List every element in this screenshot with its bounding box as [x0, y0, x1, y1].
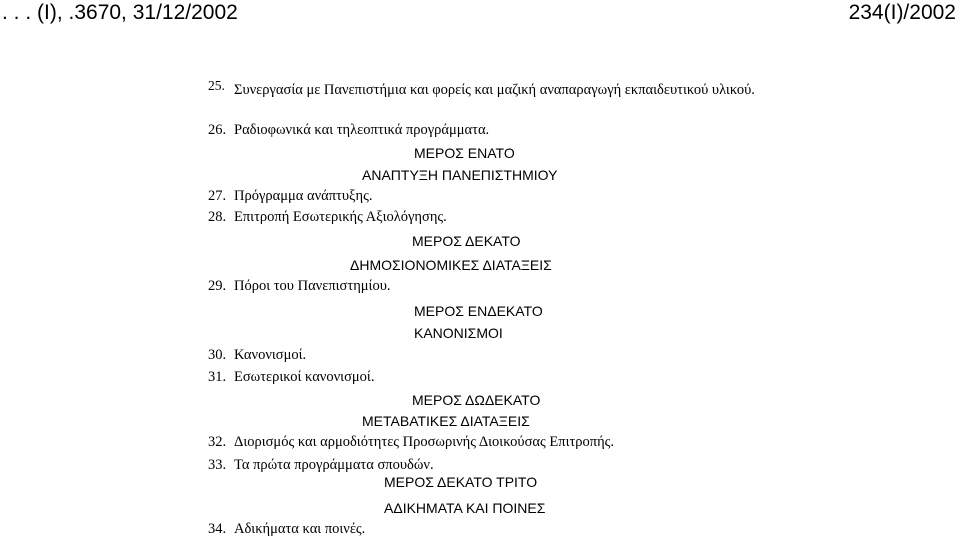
section-number: 31.	[208, 369, 227, 385]
section-item-25	[208, 77, 755, 99]
part-subheading: ΑΔΙΚΗΜΑΤΑ ΚΑΙ ΠΟΙΝΕΣ	[384, 500, 546, 516]
page-header	[0, 0, 960, 26]
section-item-33	[208, 456, 434, 474]
section-number: 25.	[208, 78, 225, 93]
part-heading: ΜΕΡΟΣ ΕΝΑΤΟ	[414, 145, 515, 161]
section-title: Πόροι του Πανεπιστημίου.	[234, 278, 391, 294]
section-item-31	[208, 368, 374, 386]
section-title: Επιτροπή Εσωτερικής Αξιολόγησης.	[234, 209, 447, 225]
section-item-26	[208, 121, 489, 139]
part-subheading: ΚΑΝΟΝΙΣΜΟΙ	[414, 325, 503, 341]
section-title: Κανονισμοί.	[234, 347, 307, 363]
law-number: 234(Ι)/2002	[848, 1, 956, 24]
section-number: 30.	[208, 347, 227, 363]
section-item-30	[208, 346, 306, 364]
section-title: Τα πρώτα προγράμματα σπουδών.	[234, 457, 434, 473]
section-item-34	[208, 520, 365, 538]
gazette-reference: . . . (Ι), .3670, 31/12/2002	[2, 1, 238, 24]
section-number: 26.	[208, 122, 227, 138]
part-heading: ΜΕΡΟΣ ΔΕΚΑΤΟ ΤΡΙΤΟ	[384, 474, 538, 490]
section-item-27	[208, 187, 372, 205]
part-subheading: ΑΝΑΠΤΥΞΗ ΠΑΝΕΠΙΣΤΗΜΙΟΥ	[362, 167, 558, 183]
section-title: Συνεργασία με Πανεπιστήμια και φορείς και μαζική αναπαραγωγή εκπαιδευτικού υλικού.	[234, 82, 755, 98]
section-number: 34.	[208, 521, 227, 537]
section-number: 29.	[208, 278, 227, 294]
section-item-29	[208, 277, 391, 295]
section-number: 33.	[208, 457, 227, 473]
section-number: 27.	[208, 188, 227, 204]
part-subheading: ΔΗΜΟΣΙΟΝΟΜΙΚΕΣ ΔΙΑΤΑΞΕΙΣ	[350, 257, 552, 273]
section-title: Εσωτερικοί κανονισμοί.	[234, 369, 375, 385]
section-number: 32.	[208, 434, 227, 450]
section-title: Ραδιοφωνικά και τηλεοπτικά προγράμματα.	[234, 122, 490, 138]
section-number: 28.	[208, 209, 227, 225]
section-title: Πρόγραμμα ανάπτυξης.	[234, 188, 373, 204]
part-heading: ΜΕΡΟΣ ΔΕΚΑΤΟ	[412, 233, 521, 249]
section-item-28	[208, 208, 447, 226]
section-item-32	[208, 433, 614, 451]
part-subheading: ΜΕΤΑΒΑΤΙΚΕΣ ΔΙΑΤΑΞΕΙΣ	[362, 413, 530, 429]
part-heading: ΜΕΡΟΣ ΔΩΔΕΚΑΤΟ	[412, 392, 541, 408]
section-title: Αδικήματα και ποινές.	[234, 521, 366, 537]
part-heading: ΜΕΡΟΣ ΕΝΔΕΚΑΤΟ	[414, 303, 543, 319]
section-title: Διορισμός και αρμοδιότητες Προσωρινής Διοικούσας Επιτροπής.	[234, 434, 615, 450]
